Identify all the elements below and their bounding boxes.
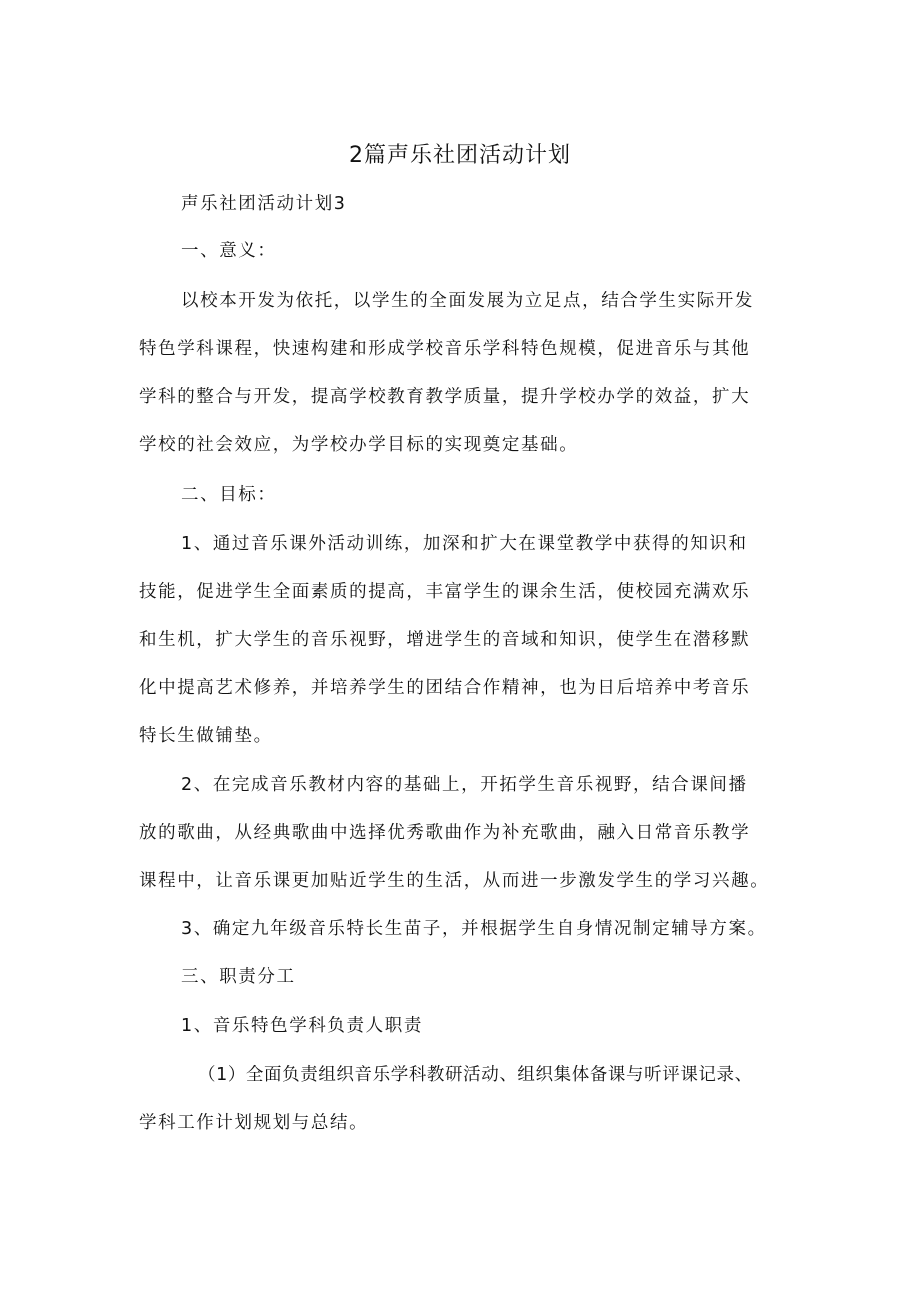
section-heading-goals: 二、目标： (181, 485, 277, 505)
subtitle: 声乐社团活动计划3 (181, 194, 347, 214)
paragraph-line: 3、确定九年级音乐特长生苗子，并根据学生自身情况制定辅导方案。 (181, 919, 767, 939)
paragraph-line: 特长生做铺垫。 (139, 726, 273, 746)
document-title: 2篇声乐社团活动计划 (349, 143, 571, 168)
paragraph-line: 学校的社会效应，为学校办学目标的实现奠定基础。 (139, 435, 579, 455)
paragraph-line: （1）全面负责组织音乐学科教研活动、组织集体备课与听评课记录、 (198, 1065, 753, 1085)
paragraph-line: 1、通过音乐课外活动训练，加深和扩大在课堂教学中获得的知识和 (181, 534, 748, 554)
paragraph-line: 以校本开发为依托，以学生的全面发展为立足点，结合学生实际开发 (181, 291, 754, 311)
paragraph-line: 化中提高艺术修养，并培养学生的团结合作精神，也为日后培养中考音乐 (139, 678, 751, 698)
paragraph-line: 放的歌曲，从经典歌曲中选择优秀歌曲作为补充歌曲，融入日常音乐教学 (139, 823, 751, 843)
paragraph-line: 学科的整合与开发，提高学校教育教学质量，提升学校办学的效益，扩大 (139, 387, 751, 407)
paragraph-line: 和生机，扩大学生的音乐视野，增进学生的音域和知识，使学生在潜移默 (139, 630, 751, 650)
section-heading-meaning: 一、意义： (181, 241, 277, 261)
paragraph-line: 特色学科课程，快速构建和形成学校音乐学科特色规模，促进音乐与其他 (139, 339, 751, 359)
paragraph-line: 技能，促进学生全面素质的提高，丰富学生的课余生活，使校园充满欢乐 (139, 582, 751, 602)
paragraph-line: 2、在完成音乐教材内容的基础上，开拓学生音乐视野，结合课间播 (181, 775, 748, 795)
section-heading-duties: 三、职责分工 (181, 967, 296, 987)
paragraph-line: 课程中，让音乐课更加贴近学生的生活，从而进一步激发学生的学习兴趣。 (139, 871, 770, 891)
subsection-heading: 1、音乐特色学科负责人职责 (181, 1016, 423, 1036)
paragraph-line: 学科工作计划规划与总结。 (139, 1113, 369, 1133)
